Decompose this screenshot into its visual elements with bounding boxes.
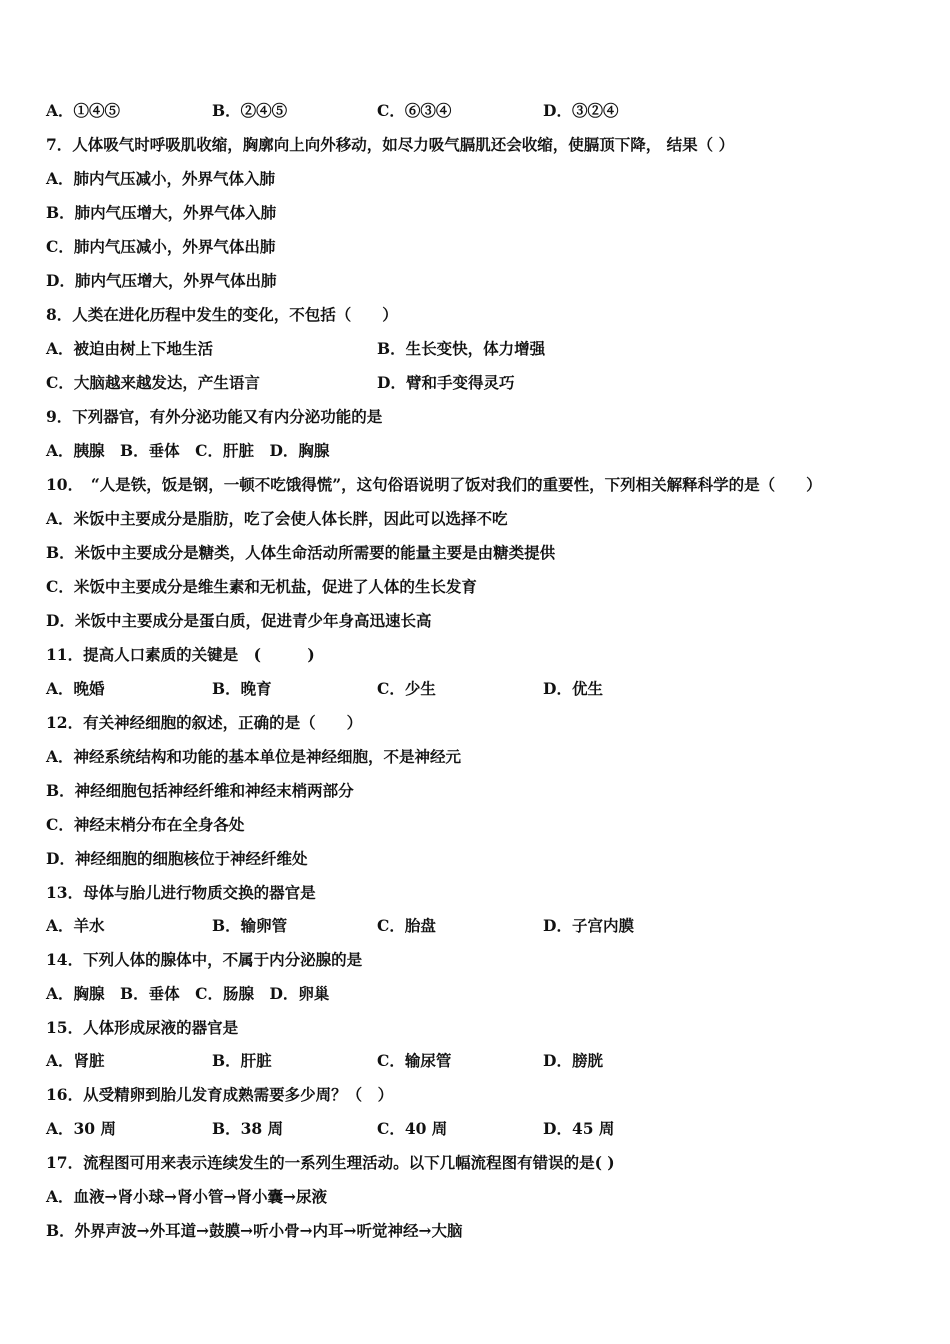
q8-options-row-2 (46, 371, 910, 395)
question-8: 8．人类在进化历程中发生的变化，不包括（ ） (46, 305, 398, 324)
option-d: D．子宫内膜 (543, 916, 634, 935)
option-c: C．胎盘 (377, 916, 436, 935)
question-7: 7．人体吸气时呼吸肌收缩，胸廓向上向外移动，如尽力吸气膈肌还会收缩，使膈顶下降， 结果（ ） (46, 135, 735, 154)
question-10: 10． “人是铁，饭是钢，一顿不吃饿得慌”，这句俗语说明了饭对我们的重要性，下列相关解释科学的是（ ） (46, 475, 822, 494)
q10-option-c: C．米饭中主要成分是维生素和无机盐，促进了人体的生长发育 (46, 577, 477, 596)
option-b: B．②④⑤ (212, 101, 288, 120)
option-b: B．输卵管 (212, 916, 288, 935)
q7-option-a: A．肺内气压减小，外界气体入肺 (46, 169, 276, 188)
option-c: C．40 周 (377, 1119, 448, 1138)
q9-options: A．胰腺 B．垂体 C．肝脏 D．胸腺 (46, 441, 330, 460)
question-11: 11．提高人口素质的关键是 ( ) (46, 645, 315, 664)
q16-options-row (46, 1117, 910, 1141)
q17-option-a: A．血液→肾小球→肾小管→肾小囊→尿液 (46, 1187, 327, 1206)
option-d: D．臂和手变得灵巧 (377, 373, 515, 392)
option-b: B．生长变快，体力增强 (377, 339, 546, 358)
question-9: 9．下列器官，有外分泌功能又有内分泌功能的是 (46, 407, 383, 426)
q12-option-d: D．神经细胞的细胞核位于神经纤维处 (46, 849, 308, 868)
option-b: B．38 周 (212, 1119, 284, 1138)
q12-option-a: A．神经系统结构和功能的基本单位是神经细胞，不是神经元 (46, 747, 462, 766)
question-12: 12．有关神经细胞的叙述，正确的是（ ） (46, 713, 363, 732)
option-a: A．晚婚 (46, 679, 105, 698)
q8-options-row-1 (46, 337, 910, 361)
option-c: C．大脑越来越发达，产生语言 (46, 373, 260, 392)
q7-option-d: D．肺内气压增大，外界气体出肺 (46, 271, 277, 290)
option-d: D．③②④ (543, 101, 619, 120)
q12-option-c: C．神经末梢分布在全身各处 (46, 815, 245, 834)
option-a: A．被迫由树上下地生活 (46, 339, 214, 358)
q10-option-b: B．米饭中主要成分是糖类，人体生命活动所需要的能量主要是由糖类提供 (46, 543, 556, 562)
option-d: D．优生 (543, 679, 603, 698)
q7-option-b: B．肺内气压增大，外界气体入肺 (46, 203, 277, 222)
options-row-q6 (46, 99, 910, 123)
q7-option-c: C．肺内气压减小，外界气体出肺 (46, 237, 276, 256)
option-a: A．羊水 (46, 916, 105, 935)
q11-options-row (46, 677, 910, 701)
question-16: 16．从受精卵到胎儿发育成熟需要多少周？（ ） (46, 1085, 394, 1104)
option-a: A．30 周 (46, 1119, 116, 1138)
q14-options: A．胸腺 B．垂体 C．肠腺 D．卵巢 (46, 984, 330, 1003)
question-15: 15．人体形成尿液的器官是 (46, 1018, 239, 1037)
q10-option-a: A．米饭中主要成分是脂肪，吃了会使人体长胖，因此可以选择不吃 (46, 509, 508, 528)
option-a: A．①④⑤ (46, 101, 121, 120)
option-b: B．肝脏 (212, 1051, 272, 1070)
question-13: 13．母体与胎儿进行物质交换的器官是 (46, 883, 316, 902)
option-d: D．45 周 (543, 1119, 615, 1138)
q15-options-row (46, 1049, 910, 1073)
q17-option-b: B．外界声波→外耳道→鼓膜→听小骨→内耳→听觉神经→大脑 (46, 1221, 463, 1240)
option-c: C．少生 (377, 679, 436, 698)
option-c: C．⑥③④ (377, 101, 452, 120)
option-b: B．晚育 (212, 679, 272, 698)
option-a: A．肾脏 (46, 1051, 105, 1070)
option-d: D．膀胱 (543, 1051, 603, 1070)
option-c: C．输尿管 (377, 1051, 452, 1070)
q13-options-row (46, 914, 910, 938)
question-17: 17．流程图可用来表示连续发生的一系列生理活动。以下几幅流程图有错误的是( ) (46, 1153, 615, 1172)
q10-option-d: D．米饭中主要成分是蛋白质，促进青少年身高迅速长高 (46, 611, 432, 630)
q12-option-b: B．神经细胞包括神经纤维和神经末梢两部分 (46, 781, 354, 800)
question-14: 14．下列人体的腺体中，不属于内分泌腺的是 (46, 950, 363, 969)
